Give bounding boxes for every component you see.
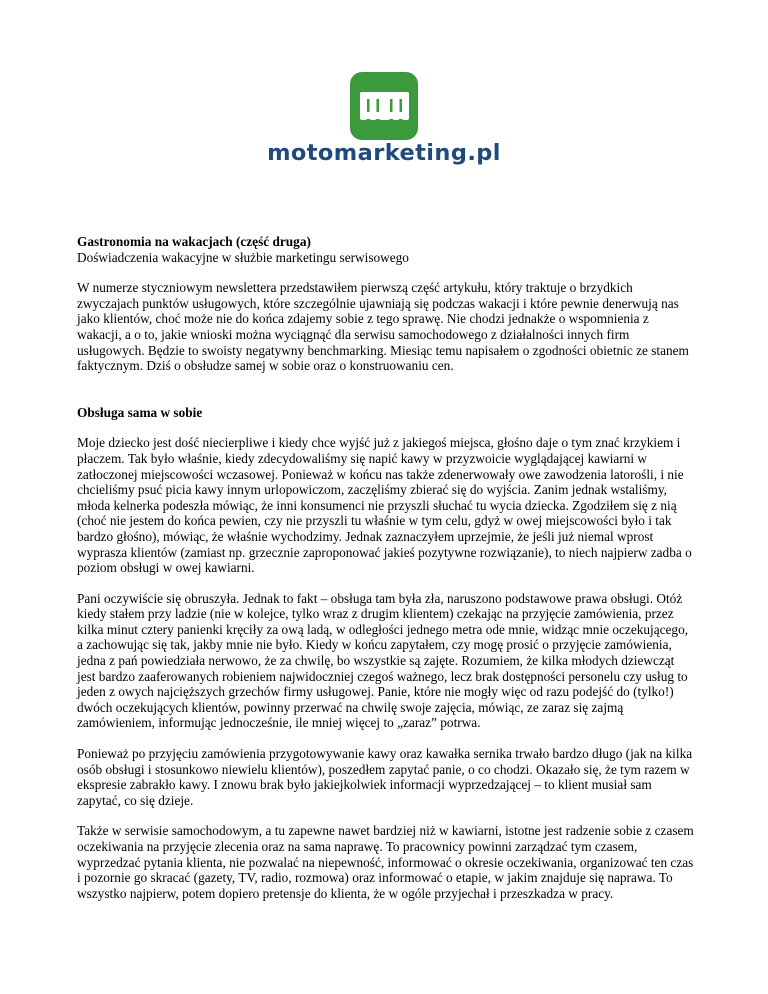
- article-body: [77, 234, 695, 901]
- section-heading: Obsługa sama w sobie: [77, 404, 203, 420]
- article-title: Gastronomia na wakacjach (część druga): [77, 234, 311, 249]
- article-subtitle: Doświadczenia wakacyjne w służbie marketingu serwisowego: [77, 249, 409, 265]
- article-paragraph: Ponieważ po przyjęciu zamówienia przygotowywanie kawy oraz kawałka sernika trwało bardzo długo (jak na kilka osób obsługi i stosunkowo niewielu klientów), poszedłem zapytać panie, o co chodzi. Okazało się, że tym razem w ekspresie zabrakło kawy. I znowu brak było jakiejkolwiek informacji wyprzedzającej – to klient musiał sam zapytać, co się dzieje.: [77, 746, 693, 808]
- article-paragraph: Pani oczywiście się obruszyła. Jednak to fakt – obsługa tam była zła, naruszono podstawowe prawa obsługi. Otóż kiedy stałem przy ladzie (nie w kolejce, tylko wraz z drugim klientem) czekając na przyjęcie zamówienia, przez kilka minut cztery panienki kręciły za ową ladą, w odległości jednego metra ode mnie, widząc mnie oczekującego, a zachowując się tak, jakby mnie nie było. Kiedy w końcu zapytałem, czy mogę prosić o przyjęcie zamówienia, jedna z pań powiedziała nerwowo, że za chwilę, bo wszystkie są zajęte. Rozumiem, że kilka młodych dziewcząt jest bardzo zaaferowanych robieniem najwidoczniej czegoś ważnego, lecz brak dostępności personelu czy usług to jeden z owych najcięższych grzechów firmy usługowej. Panie, które nie mogły więc od razu podejść do (tylko!) dwóch oczekujących klientów, powinny przerwać na chwilę swoje zajęcia, mówiąc, ze zaraz się zajmą zamówieniem, informując jednocześnie, ile mniej więcej to „zaraz” potrwa.: [77, 590, 689, 731]
- logo: [0, 72, 768, 172]
- logo-wordmark: motomarketing.pl: [267, 140, 501, 166]
- article-paragraph: Moje dziecko jest dość niecierpliwe i kiedy chce wyjść już z jakiegoś miejsca, głośno daje o tym znać krzykiem i płaczem. Tak było właśnie, kiedy zdecydowaliśmy się napić kawy w przyzwoicie wyglądającej kawiarni w zatłoczonej miejscowości wczasowej. Ponieważ w końcu nas także zdenerwowały owe zawodzenia latorośli, i nie chcieliśmy psuć picia kawy innym urlopowiczom, zaczęliśmy zbierać się do wyjścia. Zanim jednak wstaliśmy, młoda kelnerka podeszła mówiąc, że inni konsumenci nie przyszli słuchać tu wycia dziecka. Zgodziłem się z nią (choć nie jestem do końca pewien, czy nie przyszli tu właśnie w tym celu, gdyż w owej miejscowości było i tak bardzo głośno), mówiąc, że właśnie wychodzimy. Jednak zaznaczyłem uprzejmie, że jeśli już niemal wprost wyprasza klientów (zamiast np. grzecznie zaproponować jakieś pozytywne rozwiązanie), to niech najpierw zadba o poziom obsługi w owej kawiarni.: [77, 435, 692, 576]
- article-paragraph: Także w serwisie samochodowym, a tu zapewne nawet bardziej niż w kawiarni, istotne jest radzenie sobie z czasem oczekiwania na przyjęcie zlecenia oraz na sama naprawę. To pracownicy powinni zarządzać tym czasem, wyprzedzać pytania klienta, nie pozwalać na niepewność, informować o okresie oczekiwania, organizować ten czas i pozornie go skracać (gazety, TV, radio, rozmowa) oraz informować o etapie, w jakim znajduje się naprawa. To wszystko najpierw, potem dopiero pretensje do klienta, że w ogóle przyjechał i przeszkadza w pracy.: [77, 823, 694, 901]
- gearshift-pattern-icon: [350, 72, 418, 140]
- article-intro: W numerze styczniowym newslettera przedstawiłem pierwszą część artykułu, który traktuje o brzydkich zwyczajach punktów usługowych, które szczególnie ujawniają się podczas wakacji i które pewnie denerwują nas jako klientów, choć może nie do końca zdajemy sobie z tego sprawę. Nie chodzi jednakże o wspomnienia z wakacji, a o to, jakie wnioski można wyciągnąć dla serwisu samochodowego z działalności innych firm usługowych. Będzie to swoisty negatywny benchmarking. Miesiąc temu napisałem o zgodności obietnic ze stanem faktycznym. Dziś o obsłudze samej w sobie oraz o konstruowaniu cen.: [77, 280, 689, 374]
